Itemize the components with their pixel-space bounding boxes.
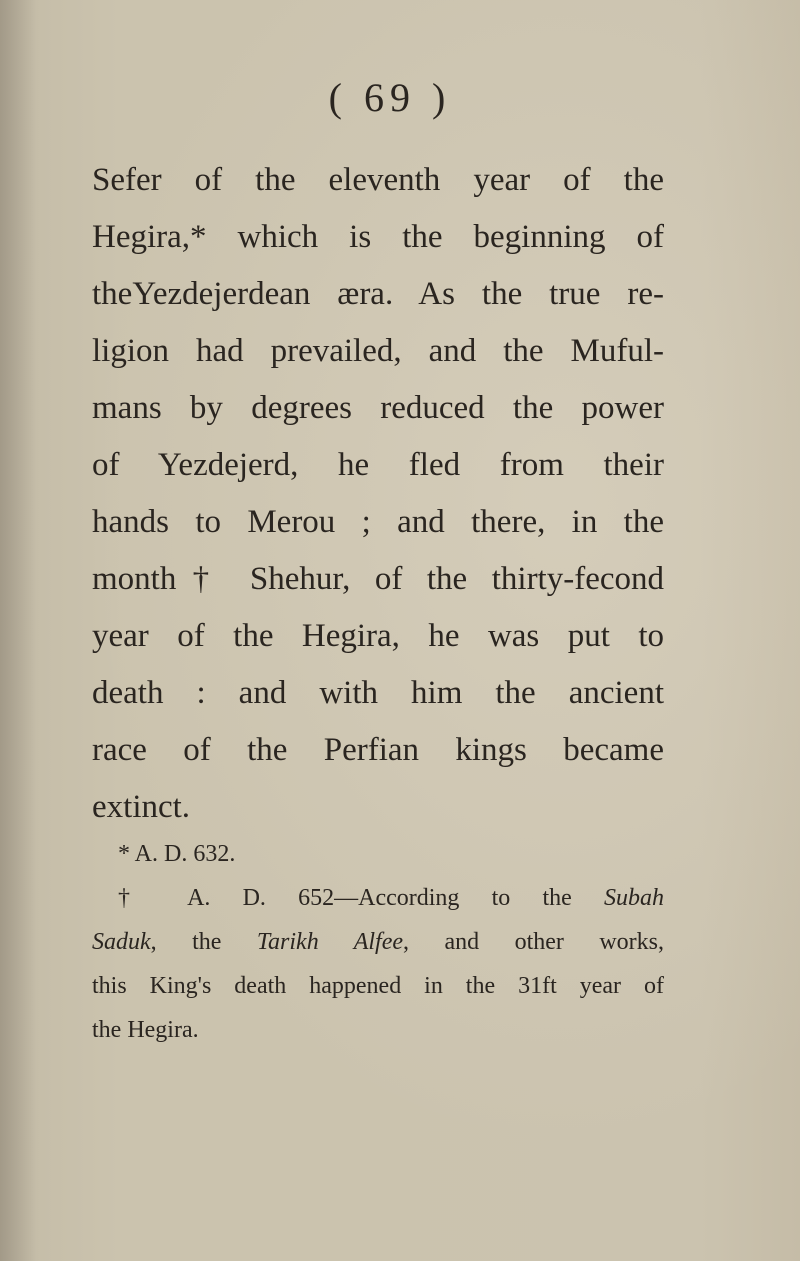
text-line-11: race of the Perfian kings became <box>92 732 664 768</box>
footnote-2-title-saduk: Saduk <box>92 929 151 955</box>
text-line-10: death : and with him the ancient <box>92 675 664 711</box>
page-number: ( 69 ) <box>328 75 452 120</box>
text-line-5: mans by degrees reduced the power <box>92 390 664 426</box>
footnote-2-line-1 <box>92 876 664 920</box>
main-text <box>92 152 664 836</box>
text-line-8: month† Shehur, of the thirty-fecond <box>92 561 664 597</box>
text-line-9: year of the Hegira, he was put to <box>92 618 664 654</box>
footnote-2-line-4: the Hegira. <box>92 1017 199 1043</box>
text-line-12: extinct. <box>92 789 191 825</box>
footnote-2-suffix: , and other works, <box>403 929 664 955</box>
text-line-6: of Yezdejerd, he fled from their <box>92 447 664 483</box>
footnote-2-line-3: this King's death happened in the 31ft year of <box>92 973 664 999</box>
footnote-2-mid: , the <box>150 929 257 955</box>
text-line-3: theYezdejerdean æra. As the true re- <box>92 276 664 312</box>
text-line-4: ligion had prevailed, and the Muful- <box>92 333 664 369</box>
footnotes <box>92 832 664 1052</box>
footnote-2-title-subah: Subah <box>604 885 664 911</box>
text-line-7: hands to Merou ; and there, in the <box>92 504 664 540</box>
footnote-2-line-2 <box>92 920 664 964</box>
footnote-2-title-tarikh: Tarikh Alfee <box>256 929 404 955</box>
text-line-2: Hegira,* which is the beginning of <box>92 219 664 255</box>
footnote-2-prefix: † A. D. 652—According to the <box>118 885 604 911</box>
footnote-1: * A. D. 632. <box>118 841 236 867</box>
text-line-1: Sefer of the eleventh year of the <box>92 162 664 198</box>
gutter-shadow <box>0 0 36 1261</box>
